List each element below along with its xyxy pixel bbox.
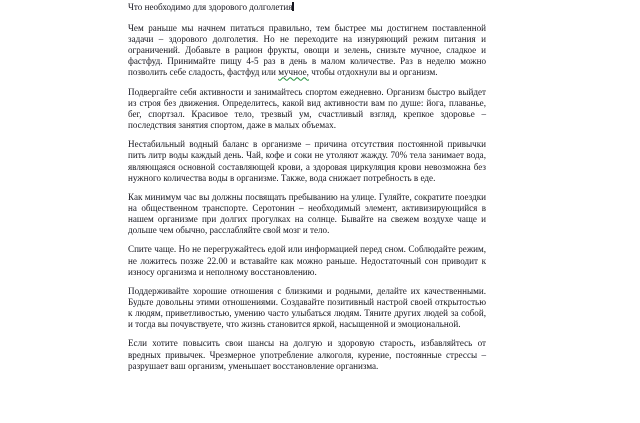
- paragraph-relationships[interactable]: Поддерживайте хорошие отношения с близкими и родными, делайте их качественными. Будьте довольны этими отношениями. Создавайте позитивный настрой своей открытостью к людям, приветливостью, умению часто улыбаться людям. Тяните других людей за собой, и тогда вы почувствуете, что жизнь становится яркой, насыщенной и эмоциональной.: [128, 285, 486, 330]
- document-title[interactable]: [128, 2, 486, 13]
- paragraph-habits[interactable]: Если хотите повысить свои шансы на долгую и здоровую старость, избавляйтесь от вредных привычек. Чрезмерное употребление алкоголя, курение, постоянные стрессы – разрушает ваш организм, уменьшает восстановление организма.: [128, 338, 486, 371]
- paragraph-nutrition-text-after: чтобы отдохнули вы и организм.: [308, 67, 438, 78]
- document-text-column[interactable]: [128, 2, 486, 372]
- paragraph-water[interactable]: Нестабильный водный баланс в организме – причина отсутствия постоянной привычки пить литр воды каждый день. Чай, кофе и соки не утоляют жажду. 70% тела занимает вода, являющаяся основной составляющей крови, а здоровая циркуляция крови невозможна без нужного количества воды в организме. Также, вода снижает потребность в еде.: [128, 139, 486, 183]
- paragraph-nutrition[interactable]: [128, 23, 486, 78]
- text-caret: [292, 2, 293, 11]
- paragraph-activity[interactable]: Подвергайте себя активности и занимайтесь спортом ежедневно. Организм быстро выйдет из строя без движения. Определитесь, какой вид активности вам по душе: йога, плаванье, бег, спортзал. Красивое тело, трезвый ум, счастливый взгляд, крепкое здоровье – последствия занятия спортом, даже в малых объемах.: [128, 86, 486, 131]
- paragraph-nutrition-text: Чем раньше мы начнем питаться правильно, тем быстрее мы достигнем поставленной задачи – здорового долголетия. Но не переходите на изнуряющий режим питания и ограничений. Добавьте в рацион фрукты, овощи и зелень, снизьте мучное, сладкое и фастфуд. Принимайте пищу 4-5 раз в день в малом количестве. Раз в неделю можно позволить себе сладость, фастфуд или: [128, 23, 486, 78]
- paragraph-outdoors[interactable]: Как минимум час вы должны посвящать пребыванию на улице. Гуляйте, сократите поездки на общественном транспорте. Серотонин – необходимый элемент, активизирующийся в нашем организме при долгих прогулках на солнце. Бывайте на свежем воздухе чаще и дольше чем обычно, расслабляйте свой мозг и тело.: [128, 191, 486, 236]
- paragraph-sleep[interactable]: Спите чаще. Но не перегружайтесь едой или информацией перед сном. Соблюдайте режим, не ложитесь позже 22.00 и вставайте как можно раньше. Недостаточный сон приводит к износу организма и неполному восстановлению.: [128, 244, 486, 277]
- document-title-text: Что необходимо для здорового долголетия: [128, 2, 293, 12]
- spellcheck-misspelled-word[interactable]: мучное,: [278, 67, 309, 78]
